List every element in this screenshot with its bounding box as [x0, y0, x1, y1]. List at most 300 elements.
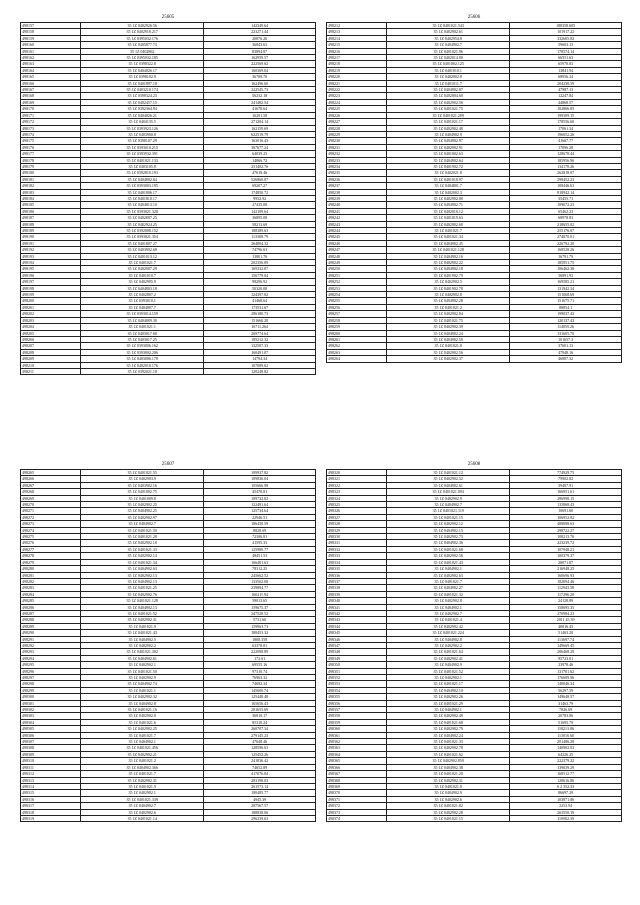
- coordinate-x-cell: 35 1Z 0402902.88: [387, 195, 510, 201]
- coordinate-y-cell: 222569.62: [204, 61, 316, 67]
- point-id-cell: 498169: [21, 99, 81, 105]
- point-id-cell: 498326: [327, 508, 387, 514]
- point-id-cell: 498227: [327, 119, 387, 125]
- coordinate-x-cell: 35 1Z 0401021.339: [81, 796, 204, 802]
- point-id-cell: 498246: [327, 240, 387, 246]
- coordinate-x-cell: 35 1Z 0401902.78: [387, 285, 510, 291]
- coordinate-y-cell: 58213.69: [204, 221, 316, 227]
- point-id-cell: 498342: [327, 610, 387, 616]
- point-id-cell: 498198: [21, 285, 81, 291]
- sheet-title: 25605: [161, 15, 175, 20]
- coordinate-y-cell: 59013.65: [204, 598, 316, 604]
- coordinate-y-cell: 172.61: [204, 655, 316, 661]
- point-id-cell: 498247: [327, 247, 387, 253]
- coordinate-x-cell: 35 1Z 0402902.31: [81, 777, 204, 783]
- coordinate-x-cell: 35 1Z 0401021.17: [387, 119, 510, 125]
- point-id-cell: 498266: [21, 476, 81, 482]
- coordinate-y-cell: 818942.14: [510, 189, 622, 195]
- sheet-title: 25607: [161, 462, 175, 467]
- point-id-cell: 498239: [327, 195, 387, 201]
- point-id-cell: 498254: [327, 292, 387, 298]
- point-id-cell: 498222: [327, 87, 387, 93]
- point-id-cell: 498206: [21, 336, 81, 342]
- point-id-cell: 498289: [21, 623, 81, 629]
- point-id-cell: 498304: [21, 719, 81, 725]
- point-id-cell: 498162: [21, 55, 81, 61]
- point-id-cell: 498365: [327, 758, 387, 764]
- coordinate-y-cell: 162496.60: [204, 80, 316, 86]
- coordinate-x-cell: 35 1Z 0402902.5: [387, 279, 510, 285]
- point-id-cell: 498225: [327, 106, 387, 112]
- coordinate-x-cell: 35 1Z 0401021.33: [387, 739, 510, 745]
- coordinate-y-cell: 69207.27: [204, 183, 316, 189]
- point-id-cell: 498356: [327, 700, 387, 706]
- coordinate-x-cell: 35 1Z 0401002.125: [387, 61, 510, 67]
- point-id-cell: 498348: [327, 649, 387, 655]
- point-id-cell: 498259: [327, 324, 387, 330]
- point-id-cell: 498183: [21, 189, 81, 195]
- coordinate-y-cell: 178556.60: [510, 119, 622, 125]
- point-id-cell: 498268: [21, 489, 81, 495]
- coordinate-x-cell: 35 1Z 0404902.87: [387, 87, 510, 93]
- point-id-cell: 498295: [21, 662, 81, 668]
- point-id-cell: 498196: [21, 272, 81, 278]
- coordinate-y-cell: 222545.73: [204, 87, 316, 93]
- coordinate-x-cell: 35 1Z 0402902.6: [81, 809, 204, 815]
- coordinate-y-cell: 108446.63: [510, 183, 622, 189]
- coordinate-x-cell: 35 1Z 0402902.14: [81, 553, 204, 559]
- point-id-cell: 498349: [327, 655, 387, 661]
- point-id-cell: 498236: [327, 176, 387, 182]
- coordinate-x-cell: 35 1Z 0404902.16: [387, 253, 510, 259]
- coordinate-x-cell: 35 1Z 0402021.8: [387, 170, 510, 176]
- coordinate-x-cell: 35 1Z 0402902.25: [81, 726, 204, 732]
- coordinate-y-cell: 142109.64: [204, 208, 316, 214]
- coordinate-y-cell: 145600.74: [204, 687, 316, 693]
- coordinate-y-cell: 120248.82: [204, 368, 316, 374]
- point-id-cell: 498300: [21, 694, 81, 700]
- coordinate-y-cell: 131781.62: [510, 668, 622, 674]
- coordinate-x-cell: 35 1Z 0393932.391: [81, 151, 204, 157]
- sheet-panel-25606: [326, 14, 622, 363]
- coordinate-y-cell: 47948.16: [510, 349, 622, 355]
- point-id-cell: 498336: [327, 572, 387, 578]
- coordinate-y-cell: 36895.08: [204, 215, 316, 221]
- coordinate-x-cell: 35 1Z 0402926.56: [81, 23, 204, 29]
- coordinate-y-cell: 7826.69: [510, 707, 622, 713]
- coordinate-y-cell: 286998.15: [510, 495, 622, 501]
- coordinate-x-cell: 35 1Z 0402807.2: [81, 292, 204, 298]
- coordinate-x-cell: 35 1Z 0401019.63: [387, 215, 510, 221]
- coordinate-x-cell: 35 1Z 0402902.73: [387, 534, 510, 540]
- coordinate-y-cell: 151666.28: [204, 317, 316, 323]
- coordinate-x-cell: 35 1Z 0401002.75: [81, 489, 204, 495]
- point-id-cell: 498281: [21, 572, 81, 578]
- point-id-cell: 498218: [327, 61, 387, 67]
- point-id-cell: 498226: [327, 112, 387, 118]
- coordinate-x-cell: 35 1Z 0401021.32: [387, 591, 510, 597]
- coordinate-x-cell: 35 1Z 0401021.34: [387, 234, 510, 240]
- coordinate-y-cell: 241836.42: [204, 758, 316, 764]
- coordinate-y-cell: 51463.20: [510, 630, 622, 636]
- coordinate-x-cell: 35 1Z 0401021.224: [387, 630, 510, 636]
- point-id-cell: 498166: [21, 80, 81, 86]
- coordinate-y-cell: 1808.358: [204, 636, 316, 642]
- point-id-cell: 498157: [21, 23, 81, 29]
- coordinate-y-cell: 169332.87: [204, 266, 316, 272]
- point-id-cell: 498278: [21, 553, 81, 559]
- coordinate-x-cell: 35 1Z 0404801.7: [387, 183, 510, 189]
- coordinate-x-cell: 35 1Z 0402902.31: [81, 617, 204, 623]
- coordinate-x-cell: 35 1Z 0401021.119: [387, 508, 510, 514]
- point-id-cell: 498249: [327, 260, 387, 266]
- coordinate-y-cell: 63378.81: [204, 642, 316, 648]
- coordinate-x-cell: 35 1Z 0404902.15: [387, 527, 510, 533]
- coordinate-x-cell: 35 1Z 0401021.52: [387, 668, 510, 674]
- coordinate-x-cell: 35 1Z 0401021.128: [387, 247, 510, 253]
- point-id-cell: 498370: [327, 790, 387, 796]
- coordinate-y-cell: 173531.67: [204, 304, 316, 310]
- point-id-cell: 498214: [327, 35, 387, 41]
- coordinate-y-cell: 83894.87: [204, 48, 316, 54]
- coordinate-y-cell: 178574.14: [510, 48, 622, 54]
- coordinate-x-cell: 35 1Z 0393003.195: [81, 183, 204, 189]
- coordinate-x-cell: 35 1Z 0404902.5: [81, 636, 204, 642]
- coordinate-x-cell: 35 1Z 0404902.9: [387, 131, 510, 137]
- coordinate-x-cell: 35 1Z 0404802.64: [81, 176, 204, 182]
- point-id-cell: 498251: [327, 272, 387, 278]
- coordinate-y-cell: 218655.02: [510, 221, 622, 227]
- point-id-cell: 498354: [327, 687, 387, 693]
- point-id-cell: 498338: [327, 585, 387, 591]
- coordinate-y-cell: 283198.03: [204, 777, 316, 783]
- coordinate-x-cell: 35 1Z 0402902.6: [387, 796, 510, 802]
- coordinate-y-cell: 296239.63: [204, 815, 316, 821]
- coordinate-x-cell: 35 1Z 0404902.7: [81, 803, 204, 809]
- coordinate-x-cell: 35 1Z 0402002.8: [387, 74, 510, 80]
- coordinate-x-cell: 35 1Z 0402924.25: [81, 221, 204, 227]
- coordinate-y-cell: 72306.81: [204, 534, 316, 540]
- point-id-cell: 498308: [21, 745, 81, 751]
- coordinate-y-cell: 128616.86: [510, 777, 622, 783]
- coordinate-x-cell: 35 1Z 0402016.12: [387, 208, 510, 214]
- coordinate-y-cell: 86697.29: [510, 790, 622, 796]
- coordinate-x-cell: 35 1Z 0398322.8: [81, 61, 204, 67]
- coordinate-y-cell: 140902.03: [510, 745, 622, 751]
- coordinate-y-cell: 169585.21: [510, 279, 622, 285]
- point-id-cell: 498230: [327, 138, 387, 144]
- coordinate-y-cell: 149648.57: [510, 694, 622, 700]
- coordinate-x-cell: 35 1Z 0404135.5: [81, 119, 204, 125]
- coordinate-y-cell: 37601.13: [510, 343, 622, 349]
- coordinate-y-cell: 13841.94: [510, 67, 622, 73]
- coordinate-x-cell: 35 1Z 0402902.61: [387, 29, 510, 35]
- coordinate-y-cell: 36843.63: [204, 42, 316, 48]
- point-id-cell: 498294: [21, 655, 81, 661]
- coordinate-x-cell: 35 1Z 0393923.126: [81, 125, 204, 131]
- coordinate-y-cell: 114059.26: [510, 324, 622, 330]
- point-id-cell: 498325: [327, 502, 387, 508]
- coordinate-y-cell: 48451.53: [204, 553, 316, 559]
- coordinate-x-cell: 35 1Z 0401021.43: [387, 559, 510, 565]
- point-id-cell: 498172: [21, 119, 81, 125]
- coordinate-x-cell: 35 1Z 0402902.21: [81, 751, 204, 757]
- point-id-cell: 498211: [21, 368, 81, 374]
- coordinate-x-cell: 35 1Z 0401021.8: [387, 783, 510, 789]
- coordinate-y-cell: 8828.69: [204, 527, 316, 533]
- point-id-cell: 498207: [21, 343, 81, 349]
- coordinate-y-cell: 160211.94: [204, 591, 316, 597]
- point-id-cell: 498240: [327, 202, 387, 208]
- coordinate-x-cell: 35 1Z 0402457.15: [81, 99, 204, 105]
- coordinate-x-cell: 35 1Z 0401010.1: [387, 67, 510, 73]
- coordinate-y-cell: 113016.60: [510, 732, 622, 738]
- coordinate-x-cell: 35 1Z 0402903.9: [81, 476, 204, 482]
- point-id-cell: 498327: [327, 514, 387, 520]
- point-id-cell: 498321: [327, 476, 387, 482]
- coordinate-x-cell: 35 1Z 0402902.52: [387, 476, 510, 482]
- point-id-cell: 498286: [21, 604, 81, 610]
- coordinate-x-cell: 35 1Z 0393002.206: [81, 349, 204, 355]
- point-id-cell: 498367: [327, 771, 387, 777]
- coordinate-x-cell: 35 1Z 0398324.23: [81, 93, 204, 99]
- coordinate-x-cell: 35 1Z 0402902.25: [81, 502, 204, 508]
- coordinate-y-cell: 255176.07: [510, 228, 622, 234]
- point-id-cell: 498223: [327, 93, 387, 99]
- coordinate-y-cell: 125980.77: [204, 546, 316, 552]
- coordinate-table: [20, 469, 316, 822]
- coordinate-x-cell: 35 1Z 0401897.18: [81, 80, 204, 86]
- coordinate-y-cell: 107948.21: [510, 546, 622, 552]
- coordinate-y-cell: 286180.73: [204, 311, 316, 317]
- coordinate-x-cell: 35 1Z 0404902.8: [81, 700, 204, 706]
- point-id-cell: 498290: [21, 630, 81, 636]
- table-row: [21, 815, 316, 821]
- coordinate-y-cell: 118213.86: [510, 726, 622, 732]
- point-id-cell: 498287: [21, 610, 81, 616]
- point-id-cell: 498235: [327, 170, 387, 176]
- point-id-cell: 498158: [21, 29, 81, 35]
- coordinate-y-cell: 5731.60: [204, 617, 316, 623]
- point-id-cell: 498318: [21, 809, 81, 815]
- point-id-cell: 498276: [21, 540, 81, 546]
- coordinate-x-cell: 35 1Z 0393014.159: [81, 311, 204, 317]
- point-id-cell: 498332: [327, 546, 387, 552]
- coordinate-y-cell: 188358.605: [510, 23, 622, 29]
- coordinate-y-cell: 65970.83: [510, 61, 622, 67]
- coordinate-y-cell: 14794.34: [204, 356, 316, 362]
- coordinate-y-cell: 40016.45: [510, 623, 622, 629]
- point-id-cell: 498315: [21, 790, 81, 796]
- coordinate-x-cell: 35 1Z 0404813.10: [81, 202, 204, 208]
- coordinate-x-cell: 35 1Z 0403960.8: [81, 131, 204, 137]
- point-id-cell: 498282: [21, 578, 81, 584]
- coordinate-x-cell: 35 1Z 0401021.50: [81, 527, 204, 533]
- coordinate-y-cell: 188453.32: [204, 630, 316, 636]
- point-id-cell: 498188: [21, 221, 81, 227]
- point-id-cell: 498353: [327, 681, 387, 687]
- point-id-cell: 498372: [327, 803, 387, 809]
- table-row: [21, 368, 316, 374]
- coordinate-y-cell: 199309.15: [510, 112, 622, 118]
- point-id-cell: 498269: [21, 495, 81, 501]
- point-id-cell: 498245: [327, 234, 387, 240]
- point-id-cell: 498322: [327, 482, 387, 488]
- coordinate-x-cell: 35 1Z 0404902.10: [387, 687, 510, 693]
- coordinate-y-cell: 103871.86: [510, 796, 622, 802]
- point-id-cell: 498284: [21, 591, 81, 597]
- point-id-cell: 498328: [327, 521, 387, 527]
- coordinate-y-cell: 186430.59: [204, 521, 316, 527]
- point-id-cell: 498199: [21, 292, 81, 298]
- coordinate-x-cell: 35 1Z 0404902.1: [387, 707, 510, 713]
- coordinate-y-cell: 41667.77: [510, 138, 622, 144]
- coordinate-x-cell: 35 1Z 0401021.2: [387, 304, 510, 310]
- coordinate-x-cell: 35 1Z 0392810.193: [81, 170, 204, 176]
- point-id-cell: 498339: [327, 591, 387, 597]
- coordinate-y-cell: 226792.20: [510, 240, 622, 246]
- coordinate-x-cell: 35 1Z 0401021.9: [81, 623, 204, 629]
- coordinate-y-cell: 20783.86: [510, 713, 622, 719]
- coordinate-y-cell: 298722.27: [510, 527, 622, 533]
- point-id-cell: 498343: [327, 617, 387, 623]
- coordinate-x-cell: 35 1Z 0402902.79: [387, 726, 510, 732]
- coordinate-y-cell: 156779.04: [204, 272, 316, 278]
- coordinate-y-cell: 36708.70: [204, 74, 316, 80]
- point-id-cell: 498310: [21, 758, 81, 764]
- point-id-cell: 498341: [327, 604, 387, 610]
- coordinate-y-cell: 188389.63: [204, 228, 316, 234]
- point-id-cell: 498270: [21, 502, 81, 508]
- point-id-cell: 498357: [327, 707, 387, 713]
- coordinate-x-cell: 35 1Z 0401021.7: [387, 578, 510, 584]
- point-id-cell: 498184: [21, 195, 81, 201]
- point-id-cell: 498359: [327, 719, 387, 725]
- coordinate-x-cell: 35 1Z 0398102.9: [81, 74, 204, 80]
- coordinate-y-cell: 182094.46: [510, 578, 622, 584]
- coordinate-x-cell: 35 1Z 0402910.176: [81, 362, 204, 368]
- coordinate-y-cell: 122491.64: [204, 502, 316, 508]
- coordinate-x-cell: 35 1Z 0402902.76: [81, 591, 204, 597]
- coordinate-y-cell: 109836.04: [204, 476, 316, 482]
- coordinate-y-cell: 168512.77: [510, 771, 622, 777]
- coordinate-y-cell: 206468.29: [510, 649, 622, 655]
- table-row: [327, 356, 622, 362]
- coordinate-y-cell: 17096.28: [510, 144, 622, 150]
- point-id-cell: 498363: [327, 745, 387, 751]
- point-id-cell: 498216: [327, 48, 387, 54]
- coordinate-y-cell: 125734.64: [204, 508, 316, 514]
- point-id-cell: 498368: [327, 777, 387, 783]
- point-id-cell: 498210: [21, 362, 81, 368]
- coordinate-y-cell: 106462.38: [510, 266, 622, 272]
- coordinate-x-cell: 35 1Z 0402902.9: [81, 675, 204, 681]
- coordinate-x-cell: 35 1Z 0402902.39: [387, 324, 510, 330]
- coordinate-x-cell: 35 1Z 0401902.72: [387, 163, 510, 169]
- point-id-cell: 498212: [327, 23, 387, 29]
- coordinate-y-cell: 78312.25: [204, 566, 316, 572]
- coordinate-x-cell: 35 1Z 0402902.10: [81, 540, 204, 546]
- coordinate-y-cell: 128678.44: [510, 151, 622, 157]
- coordinate-x-cell: 35 1Z 0392364.94: [81, 106, 204, 112]
- coordinate-y-cell: 125448.48: [204, 694, 316, 700]
- coordinate-x-cell: 35 1Z 0402902.91: [387, 144, 510, 150]
- coordinate-y-cell: 158695.35: [510, 604, 622, 610]
- coordinate-y-cell: 41468.64: [204, 298, 316, 304]
- coordinate-y-cell: 166481.63: [204, 559, 316, 565]
- coordinate-x-cell: 35 1Z 0393006.162: [81, 343, 204, 349]
- coordinate-x-cell: 35 1Z 0402907.29: [81, 266, 204, 272]
- coordinate-y-cell: 128596.63: [204, 745, 316, 751]
- coordinate-y-cell: 174850.72: [204, 189, 316, 195]
- coordinate-y-cell: 47618.46: [204, 170, 316, 176]
- coordinate-y-cell: 13801.76: [204, 253, 316, 259]
- coordinate-x-cell: 35 1Z 0402902.1: [81, 662, 204, 668]
- coordinate-y-cell: 120137.43: [510, 317, 622, 323]
- point-id-cell: 498181: [21, 176, 81, 182]
- point-id-cell: 498320: [327, 470, 387, 476]
- coordinate-x-cell: 35 1Z 0404902.1: [387, 604, 510, 610]
- coordinate-y-cell: 46887.32: [510, 356, 622, 362]
- coordinate-y-cell: 298452.23: [510, 176, 622, 182]
- coordinate-x-cell: 35 1Z 0401021.209: [387, 112, 510, 118]
- coordinate-y-cell: 134178.26: [510, 163, 622, 169]
- coordinate-x-cell: 35 1Z 0401021.7: [81, 260, 204, 266]
- point-id-cell: 498265: [21, 470, 81, 476]
- coordinate-table: [326, 469, 622, 822]
- point-id-cell: 498168: [21, 93, 81, 99]
- coordinate-y-cell: 162959.57: [204, 55, 316, 61]
- coordinate-x-cell: 35 1Z 0402902.28: [387, 809, 510, 815]
- sheet-title: 25606: [467, 15, 481, 20]
- point-id-cell: 498296: [21, 668, 81, 674]
- point-id-cell: 498352: [327, 675, 387, 681]
- coordinate-x-cell: 35 1Z 0404902.7: [387, 502, 510, 508]
- point-id-cell: 498280: [21, 566, 81, 572]
- coordinate-x-cell: 35 1Z 0402905.9: [81, 279, 204, 285]
- coordinate-y-cell: 160696.93: [510, 572, 622, 578]
- coordinate-x-cell: 35 1Z 0401021.62: [387, 751, 510, 757]
- point-id-cell: 498293: [21, 649, 81, 655]
- coordinate-y-cell: 774929.75: [510, 470, 622, 476]
- point-id-cell: 498182: [21, 183, 81, 189]
- point-id-cell: 498330: [327, 534, 387, 540]
- point-id-cell: 498195: [21, 266, 81, 272]
- coordinate-x-cell: 35 1Z 0401021.133: [81, 157, 204, 163]
- coordinate-y-cell: 2011 45.39: [510, 617, 622, 623]
- coordinate-y-cell: 50320.08: [204, 285, 316, 291]
- coordinate-y-cell: 4945.39: [204, 796, 316, 802]
- coordinate-y-cell: 36810.17: [204, 713, 316, 719]
- point-id-cell: 498292: [21, 642, 81, 648]
- coordinate-x-cell: 35 1Z 0402004.60: [387, 93, 510, 99]
- coordinate-y-cell: 35455.71: [510, 195, 622, 201]
- coordinate-x-cell: 35 1Z 0402954.8: [387, 35, 510, 41]
- coordinate-y-cell: 9952.92: [204, 195, 316, 201]
- coordinate-y-cell: 64039.25: [204, 151, 316, 157]
- coordinate-y-cell: 166951.61: [510, 489, 622, 495]
- point-id-cell: 498193: [21, 253, 81, 259]
- coordinate-y-cell: 47987.13: [510, 87, 622, 93]
- coordinate-x-cell: 35 1Z 0403210.174: [81, 87, 204, 93]
- coordinate-y-cell: 271204.14: [204, 119, 316, 125]
- point-id-cell: 498173: [21, 125, 81, 131]
- coordinate-x-cell: 35 1Z 0401009.8: [81, 495, 204, 501]
- coordinate-x-cell: 35 1Z 0404902.13: [81, 578, 204, 584]
- point-id-cell: 498238: [327, 189, 387, 195]
- coordinate-x-cell: 35 1Z 0393021.354: [81, 234, 204, 240]
- coordinate-x-cell: 35 1Z 0402902.56: [387, 553, 510, 559]
